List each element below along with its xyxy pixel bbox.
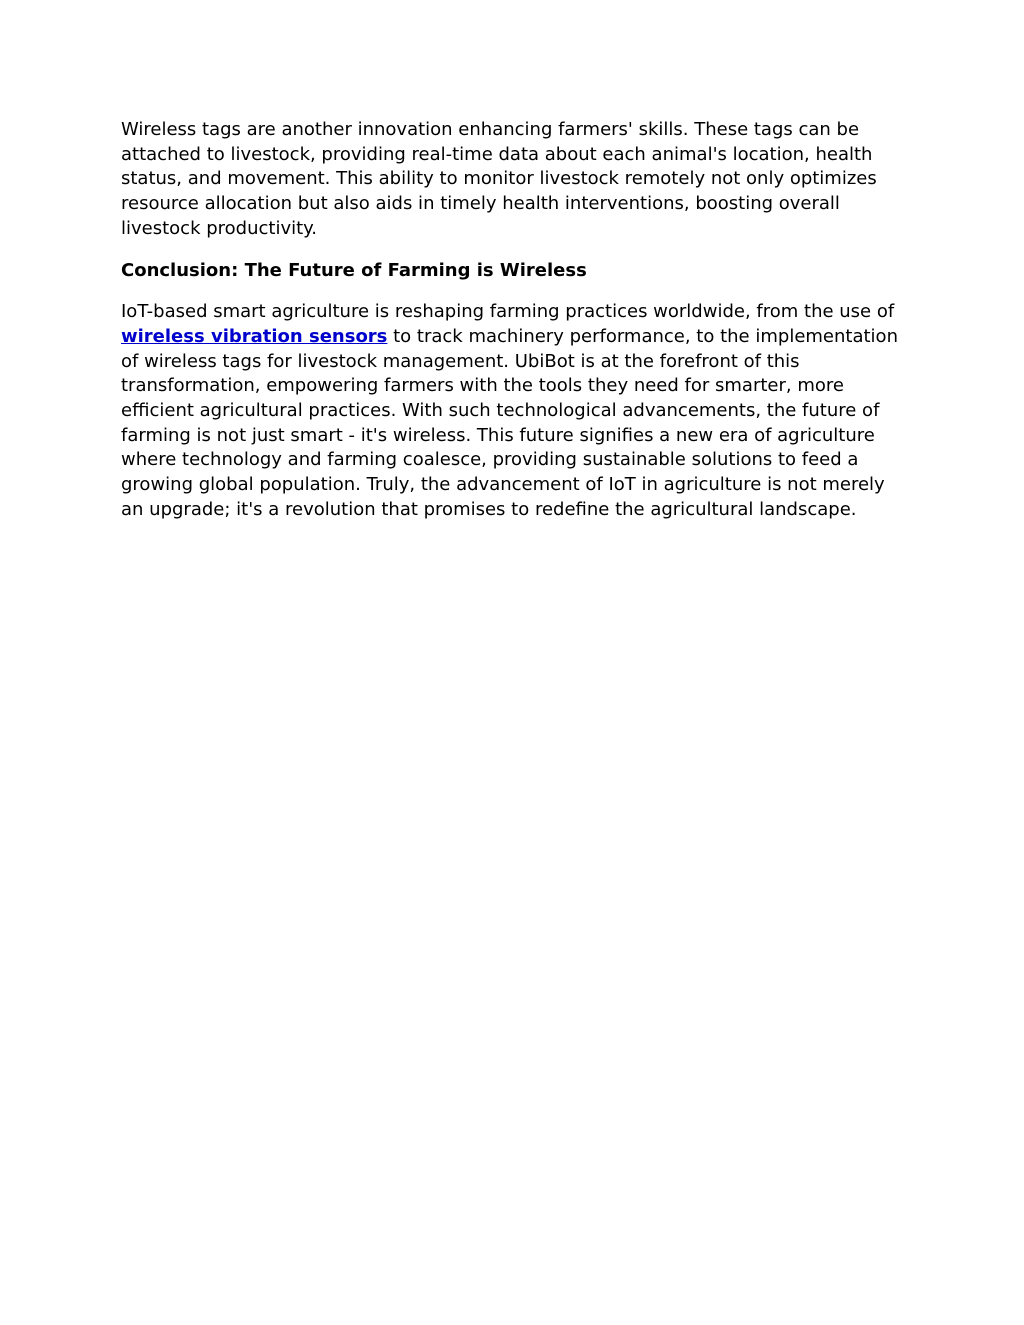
paragraph-wireless-tags: Wireless tags are another innovation enhancing farmers' skills. These tags can be attached to livestock, providing real-time data about each animal's location, health status, and movement. This ability to monitor livestock remotely not only optimizes resource allocation but also aids in timely health interventions, boosting overall livestock productivity. xyxy=(121,119,877,239)
document-page xyxy=(121,118,911,523)
paragraph-text-after-link: to track machinery performance, to the implementation of wireless tags for livestock management. UbiBot is at the forefront of this transformation, empowering farmers with the tools they need for smarter, more efficient agricultural practices. With such technological advancements, the future of farming is not just smart - it's wireless. This future signifies a new era of agriculture where technology and farming coalesce, providing sustainable solutions to feed a growing global population. Truly, the advancement of IoT in agriculture is not merely an upgrade; it's a revolution that promises to redefine the agricultural landscape. xyxy=(121,325,898,520)
paragraph-conclusion xyxy=(121,300,911,522)
paragraph-text-before-link: IoT-based smart agriculture is reshaping farming practices worldwide, from the use of xyxy=(121,301,895,323)
section-heading-conclusion: Conclusion: The Future of Farming is Wireless xyxy=(121,259,587,281)
wireless-vibration-sensors-link[interactable]: wireless vibration sensors xyxy=(121,325,388,347)
